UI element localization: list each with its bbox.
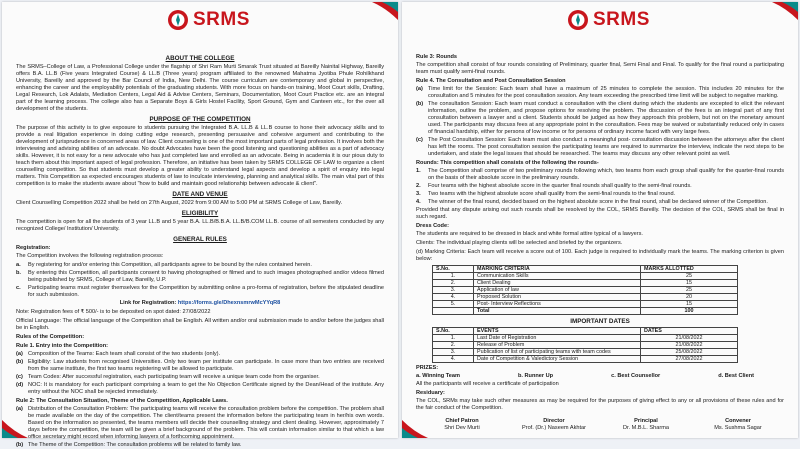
registration-link[interactable]: https://forms.gle/DhexnsmrwMcYYqR8 bbox=[177, 300, 281, 306]
brand-name: SRMS bbox=[593, 9, 650, 30]
srms-emblem-icon bbox=[567, 9, 589, 31]
eligibility-text: The competition is open for all the students of 3 year LL.B and 5 year B.A. LL.B/B.B.A. LL.B/B.COM LL.B. course of all semesters conducted by any recognized College/ Institution/ University. bbox=[16, 219, 384, 232]
corner-ornament-icon bbox=[758, 2, 798, 42]
dress-code-heading: Dress Code: bbox=[416, 223, 449, 229]
brochure-page-right bbox=[402, 2, 798, 438]
right-content bbox=[416, 52, 784, 431]
list-item: (b) The Theme of the Competition: The consultation problems will be related to family law. bbox=[16, 442, 242, 448]
table-header-row: S.No. MARKING CRITERIA MARKS ALLOTTED bbox=[433, 266, 738, 273]
brochure-page-left bbox=[2, 2, 398, 448]
dress-code-text: The students are required to be dressed in black and white formal attire typical of a lawyers. bbox=[416, 231, 643, 237]
signatory: Chief Patron Shri Dev Murti bbox=[444, 418, 480, 431]
list-item: a. By registering for and/or entering this Competition, all participants agree to be bound by the rules contained herein. bbox=[16, 262, 312, 268]
list-item: (c) The Post Consultation Session: Each team must also conduct a meaningful post- consultation discussion between the attorneys after the client has left the rooms. The post consultation session the participating teams are required to summarize the interview, indicate the next steps to be undertaken, and state the legal issues that should be researched. The teams may discuss any other relevant point as well. bbox=[416, 137, 784, 157]
registration-fee-note: Note: Registration fees of ₹ 500/- is to be deposited on spot dated: 27/08/2022 bbox=[16, 309, 211, 315]
registration-link-label: Link for Registration: bbox=[119, 300, 177, 306]
list-item: (b) Eligibility: Law students from recognised Universities. Only two team per institute can participate. In case more than two entries are received from the same institute, the first two teams registering will be allowed to participate. bbox=[16, 359, 384, 372]
table-row: 4. Proposed Solution 20 bbox=[433, 294, 738, 301]
prize-item: a. Winning Team bbox=[416, 373, 460, 379]
rule3-heading: Rule 3: Rounds bbox=[416, 54, 458, 60]
marking-table bbox=[432, 265, 738, 315]
list-item: (a) Time limit for the Session: Each team shall have a maximum of 25 minutes to complete the session. This includes 20 minutes for the consultation and 5 minutes for the post consultation session. Any team exceeding the prescribed time limit will be subject to negative marking. bbox=[416, 86, 784, 99]
list-item: (d) NOC: It is mandatory for each participant comprising a team to get the No Objection Certificate signed by the Dean/Head of the institute. Any entry without the NOC shall be rejected immediately. bbox=[16, 382, 384, 395]
clients-text: Clients: The individual playing clients will be selected and briefed by the organizers. bbox=[416, 240, 623, 246]
table-row: 2. Release of Problem 21/08/2022 bbox=[433, 342, 738, 349]
registration-list bbox=[16, 262, 384, 299]
list-item: b. By entering this Competition, all participants consent to having photographed or filmed and to such images photographed and/or videos filmed being published by SRMS, College of Law, Bareilly, U.P. bbox=[16, 270, 384, 283]
brand-name: SRMS bbox=[193, 9, 250, 30]
signatories bbox=[416, 418, 784, 432]
dispute-text: Provided that any dispute arising out such rounds shall be resolved by the COL, SRMS Bareilly. The decision of the COL, SRMS shall be final in such regard. bbox=[416, 207, 784, 220]
page-header bbox=[2, 2, 398, 42]
registration-intro: The Competition involves the following registration process: bbox=[16, 253, 164, 259]
about-title: ABOUT THE COLLEGE bbox=[165, 55, 235, 62]
official-language: Official Language: The official language of the Competition shall be English. All written and/or oral submission made to and/or before the judges shall be in English. bbox=[16, 318, 384, 331]
srms-logo bbox=[167, 9, 250, 31]
rule1-list bbox=[16, 351, 384, 396]
rule2-heading: Rule 2: The Consultation Situation, Theme of the Competition, Applicable Laws. bbox=[16, 398, 228, 404]
purpose-title: PURPOSE OF THE COMPETITION bbox=[149, 116, 251, 123]
about-text: The SRMS–College of Law, a Professional College under the flagship of Shri Ram Murti Smarak Trust situated at Bareilly Nainital Highway, Bareilly offers B.A. LL.B (Five years Integrated Course) & LL.B (Three years) program affiliated to the renowned Mahatma Jyotiba Phule Rohilkhand University, Bareilly and approved by the Bar Council of India, New Delhi. The course curriculum are contemporary and global in perspective, enhancing the career and the employability potentials of the graduating students. With more focus on hands-on training, Moot Court skills, Drafting, Legal Research, Lok Adalats, Mediation Centers, Legal Aid & Advise Centers, Seminars, Documentation, Moot Court Practice etc. are an integral part of the learning process. The college also has a Separate Boys & Girls Hostel Facility, Sport Ground, Gym and Canteen etc., for the over all development of the students. bbox=[16, 64, 384, 112]
rule4-list bbox=[416, 86, 784, 158]
important-dates-title: IMPORTANT DATES bbox=[570, 318, 630, 325]
list-item: 3. Two teams with the highest absolute score shall qualify from the semi-final rounds to the final round. bbox=[416, 191, 676, 197]
prizes-heading: PRIZES: bbox=[416, 365, 439, 371]
table-row: Total 100 bbox=[433, 308, 738, 315]
registration-heading: Registration: bbox=[16, 245, 51, 251]
rule1-heading: Rule 1. Entry into the Competition: bbox=[16, 343, 108, 349]
prize-item: d. Best Client bbox=[718, 373, 754, 379]
prize-item: b. Runner Up bbox=[517, 373, 554, 379]
table-header-row: S.No. EVENTS DATES bbox=[433, 328, 738, 335]
srms-emblem-icon bbox=[167, 9, 189, 31]
participation-note: All the participants will receive a certificate of participation bbox=[416, 381, 559, 387]
page-header bbox=[402, 2, 798, 42]
table-row: 4. Date of Competition & Valedictory Session 27/08/2022 bbox=[433, 356, 738, 363]
list-item: (b) The consultation Session: Each team must conduct a consultation with the client during which the students are excepted to elicit the relevant information, outline the problem, and propose options for resolving the problem. The discussion of the fees is an integral part of any first consultation between a lawyer and a client. Students should be judged as how they approach this problem, but not on the monetary amount used. The participants may discuss fees at any appropriate point in the consultation. Fees may be waived or substantially reduced only in cases of financial hardship, either for persons of low income or for persons of ordinary income faced with very large fees. bbox=[416, 101, 784, 135]
list-item: 4. The winner of the final round, decided based on the highest absolute score in the final round, shall be declared winner of the Competition. bbox=[416, 199, 768, 205]
rule3-text: The competition shall consist of four rounds consisting of Preliminary, quarter final, Semi Final and Final. To qualify for the final round a participating team must qualify semi-final rounds. bbox=[416, 62, 784, 75]
list-item: (a) Distribution of the Consultation Problem: The participating teams will receive the consultation problem before the competition. The problem shall be made available on the day of the competition. The client/teams present the information before the participating team in her/his own words. Based on the information so presented, the teams members will decide their counselling strategy and client dealing. However, approximately 7 days before the competition, the team will be given a brief background of the problem. This will contain information similar to that which a law office secretary might record when informing lawyers of a forthcoming appointment. bbox=[16, 406, 384, 440]
srms-logo bbox=[567, 9, 650, 31]
important-dates-table bbox=[432, 327, 738, 363]
rounds-heading: Rounds: This competition shall consists of the following the rounds- bbox=[416, 160, 599, 166]
rounds-list bbox=[416, 168, 784, 206]
rule4-heading: Rule 4. The Consultation and Post Consultation Session bbox=[416, 78, 566, 84]
signatory: Director Prof. (Dr.) Naseem Akhtar bbox=[521, 418, 587, 431]
table-row: 1. Last Date of Registration 21/08/2022 bbox=[433, 335, 738, 342]
left-content bbox=[16, 52, 384, 448]
table-row: 3. Application of law 25 bbox=[433, 287, 738, 294]
prizes-list bbox=[416, 373, 784, 380]
residuary-heading: Residuary: bbox=[416, 390, 445, 396]
signatory: Convener Ms. Sushma Sagar bbox=[714, 418, 762, 431]
purpose-text: The purpose of this activity is to give exposure to students pursuing the Integrated B.A. LL.B & LL.B course to hone their advocacy skills and to provide a real litigation experience in doing cutting edge research, presenting persuasive and cohesive argument and contributing to the development of jurisprudence in concerned areas of law. Client counseling is one of the most important parts of legal profession. It involves both the interviewing and advising abilities of an advocate. No doubt Advocates have been the good listening and questioning abilities as a part of advocacy skills. However, it is not easy for a new advocate who has just completed law and enrolled as an advocate. Being in academia it is our pious duty to teach them about this important aspect of legal profession. Therefore, an initiative has been taken by SRMS COLLEGE OF LAW to organize a client counselling competition. So that students must develop a greater ability to understand legal aspects and develop a spirit of enquiry into legal matters. This Competition as expected encourages students of law to inculcate interviewing, planning and analytical skills. The main vital part of this competition is to make the students aware about "how to build and maintain good relationship between advocate & client". bbox=[16, 125, 384, 187]
marking-criteria-text: (d) Marking Criteria: Each team will receive a score out of 100. Each judge is required to individually mark the teams. The marking criterion is given below: bbox=[416, 249, 784, 262]
corner-ornament-icon bbox=[358, 2, 398, 42]
rules-heading: Rules of the Competition: bbox=[16, 334, 85, 340]
signatory: Principal Dr. M.B.L. Sharma bbox=[622, 418, 669, 431]
registration-link-line bbox=[16, 300, 384, 307]
list-item: (a) Composition of the Teams: Each team shall consist of the two students (only). bbox=[16, 351, 221, 357]
date-venue-title: DATE AND VENUE bbox=[172, 191, 228, 198]
list-item: (c) Team Codes: After successful registration, each participating team will receive a unique team code from the organiser. bbox=[16, 374, 320, 380]
list-item: c. Participating teams must register themselves for the Competition by submitting online a pro-forma of registration, before the stipulated deadline for such submission. bbox=[16, 285, 384, 298]
prize-item: c. Best Counsellor bbox=[611, 373, 661, 379]
list-item: 2. Four teams with the highest absolute score in the quarter final rounds shall qualify to the semi-final rounds. bbox=[416, 183, 692, 189]
table-row: 5. Post- Interview Reflections 15 bbox=[433, 301, 738, 308]
table-row: 3. Publication of list of participating teams with team codes 25/08/2022 bbox=[433, 349, 738, 356]
rule2-list bbox=[16, 406, 384, 449]
date-venue-text: Client Counselling Competition 2022 shall be held on 27th August, 2022 from 9:00 AM to 5:00 PM at SRMS College of Law, Bareilly. bbox=[16, 200, 343, 206]
general-rules-title: GENERAL RULES bbox=[173, 236, 227, 243]
table-row: 1. Communication Skills 25 bbox=[433, 273, 738, 280]
eligibility-title: ELIGIBILITY bbox=[181, 210, 219, 217]
table-row: 2. Client Dealing 15 bbox=[433, 280, 738, 287]
residuary-text: The COL, SRMs may take such other measures as may be required for the purposes of giving effect to any or all provisions of these rules and for the fair conduct of the Competition. bbox=[416, 398, 784, 411]
list-item: 1. The Competition shall comprise of two preliminary rounds following which, two teams from each group shall qualify for the quarter-final rounds on the basis of their absolute score in the preliminary rounds. bbox=[416, 168, 784, 181]
